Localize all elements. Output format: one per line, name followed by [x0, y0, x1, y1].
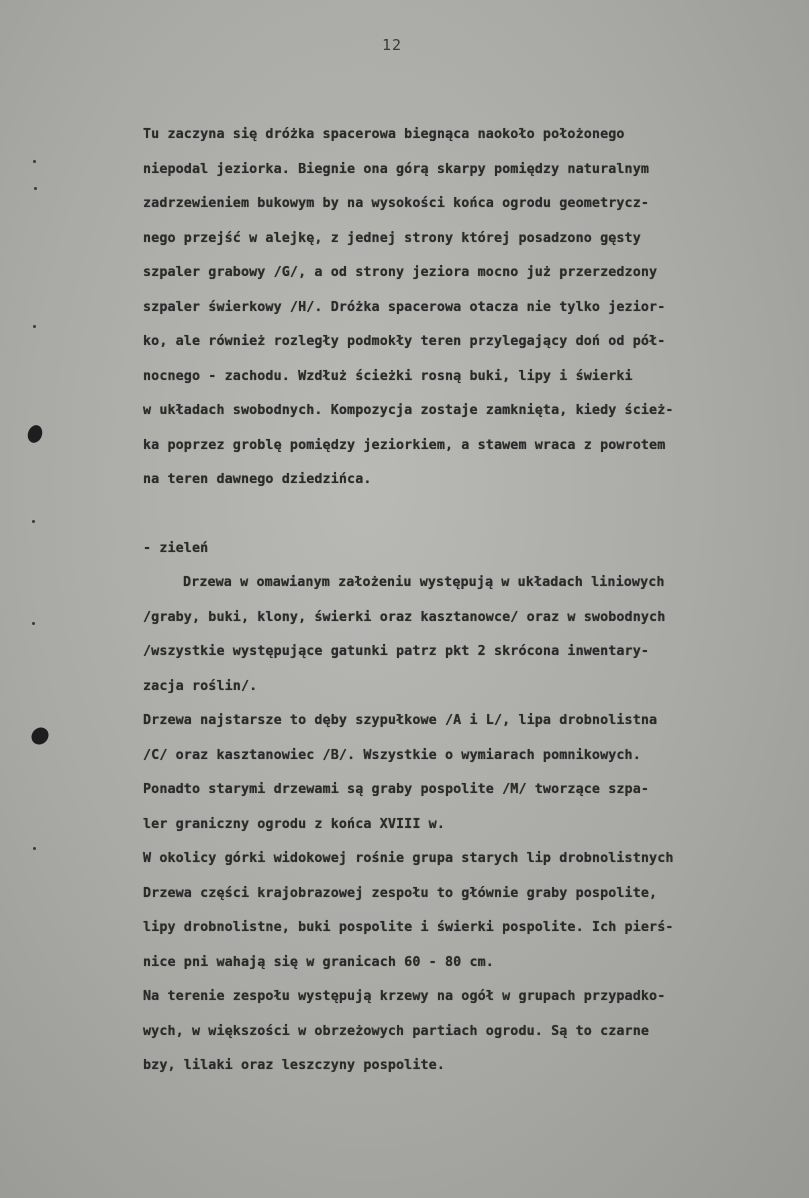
text-line: nocnego - zachodu. Wzdłuż ścieżki rosną buki, lipy i świerki: [143, 368, 633, 384]
document-body: [143, 118, 808, 1084]
text-line: zacja roślin/.: [143, 678, 258, 694]
text-line: ler graniczny ogrodu z końca XVIII w.: [143, 816, 445, 832]
scan-speck: [33, 160, 36, 163]
text-line: W okolicy górki widokowej rośnie grupa starych lip drobnolistnych: [143, 851, 674, 866]
scan-speck: [32, 520, 35, 523]
text-line: nice pni wahają się w granicach 60 - 80 cm.: [143, 954, 494, 970]
paragraph-paths: [143, 118, 808, 498]
scan-speck: [33, 325, 36, 328]
text-line: /C/ oraz kasztanowiec /B/. Wszystkie o wymiarach pomnikowych.: [143, 747, 641, 763]
scan-speck: [32, 622, 35, 625]
text-line: Drzewa najstarsze to dęby szypułkowe /A i L/, lipa drobnolistna: [143, 713, 658, 728]
text-line: nego przejść w alejkę, z jednej strony której posadzono gęsty: [143, 230, 641, 246]
text-line: bzy, lilaki oraz leszczyny pospolite.: [143, 1058, 445, 1073]
text-line: szpaler świerkowy /H/. Dróżka spacerowa otacza nie tylko jezior-: [143, 299, 666, 315]
text-line: w układach swobodnych. Kompozycja zostaje zamknięta, kiedy ścież-: [143, 403, 674, 418]
paragraph-greenery: [143, 566, 808, 1084]
text-line: na teren dawnego dziedzińca.: [143, 472, 372, 487]
text-line: Drzewa w omawianym założeniu występują w układach liniowych: [183, 575, 665, 590]
scan-speck: [34, 187, 37, 190]
text-line: Tu zaczyna się dróżka spacerowa biegnąca naokoło położonego: [143, 127, 625, 142]
binder-hole-mark: [28, 724, 52, 748]
text-line: ka poprzez groblę pomiędzy jeziorkiem, a stawem wraca z powrotem: [143, 437, 666, 453]
text-line: zadrzewieniem bukowym by na wysokości końca ogrodu geometrycz-: [143, 196, 650, 211]
text-line: Na terenie zespołu występują krzewy na ogół w grupach przypadko-: [143, 989, 666, 1004]
scan-speck: [33, 847, 36, 850]
page-number: 12: [381, 36, 403, 54]
text-line: niepodal jeziorka. Biegnie ona górą skarpy pomiędzy naturalnym: [143, 161, 650, 177]
section-heading: - zieleń: [143, 540, 209, 556]
text-line: Drzewa części krajobrazowej zespołu to głównie graby pospolite,: [143, 885, 658, 901]
text-line: /graby, buki, klony, świerki oraz kasztanowce/ oraz w swobodnych: [143, 609, 666, 625]
text-line: lipy drobnolistne, buki pospolite i świerki pospolite. Ich pierś-: [143, 920, 674, 935]
binder-hole-mark: [25, 423, 44, 445]
text-line: /wszystkie występujące gatunki patrz pkt 2 skrócona inwentary-: [143, 644, 650, 659]
text-line: Ponadto starymi drzewami są graby pospolite /M/ tworzące szpa-: [143, 782, 650, 797]
text-line: wych, w większości w obrzeżowych partiach ogrodu. Są to czarne: [143, 1023, 650, 1039]
text-line: szpaler grabowy /G/, a od strony jeziora mocno już przerzedzony: [143, 265, 658, 280]
text-line: ko, ale również rozległy podmokły teren przylegający doń od pół-: [143, 334, 666, 349]
